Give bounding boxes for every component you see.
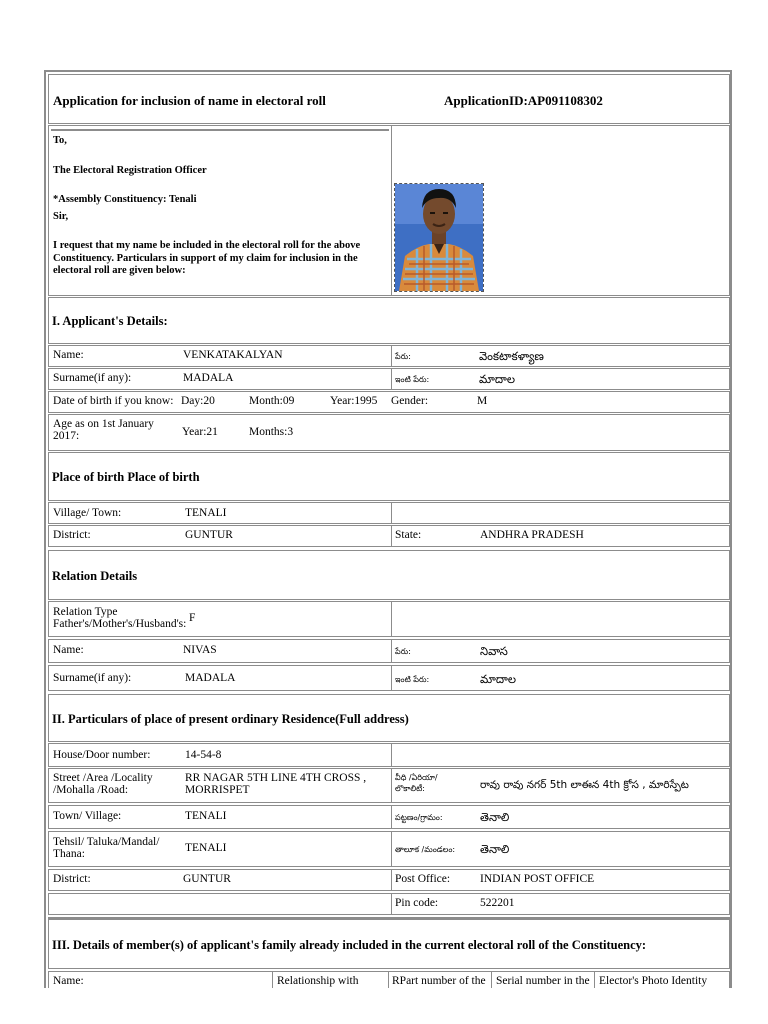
family-section-title: III. Details of member(s) of applicant's family already included in the current electoral roll of the Constituency:: [52, 938, 647, 952]
applicant-surname-value-te: మాదాల: [479, 372, 515, 386]
tehsil-value-te: తెనాలి: [480, 842, 510, 856]
relation-name-label-te: పేరు:: [395, 647, 411, 656]
street-value-te: రావు రావు నగర్ 5th లాఈన 4th క్రోస , మారిస్పేట: [480, 779, 689, 791]
intro-section: [48, 125, 730, 296]
form-header: [48, 74, 730, 124]
relation-name-value-te: నివాస: [480, 644, 508, 658]
town-label-te: పట్టణం/గ్రామం:: [395, 813, 443, 822]
dob-month: Month:09: [249, 395, 295, 407]
street-value: RR NAGAR 5TH LINE 4TH CROSS , MORRISPET: [185, 772, 367, 796]
age-year: Year:21: [182, 426, 218, 438]
pin-value: 522201: [480, 897, 515, 909]
family-col-part: RPart number of the: [392, 975, 486, 987]
applicant-name-label: Name:: [53, 349, 84, 361]
age-months: Months:3: [249, 426, 294, 438]
post-office-value: INDIAN POST OFFICE: [480, 873, 595, 885]
intro-officer: The Electoral Registration Officer: [53, 164, 207, 176]
town-label: Town/ Village:: [53, 810, 122, 822]
birth-district-label: District:: [53, 529, 91, 541]
residence-district-row: [48, 869, 730, 891]
birth-section-header: [48, 452, 730, 501]
gender-value: M: [477, 395, 488, 407]
intro-to: To,: [53, 135, 67, 146]
house-label: House/Door number:: [53, 749, 151, 761]
application-id: ApplicationID:AP091108302: [444, 93, 603, 108]
birth-state-label: State:: [395, 529, 422, 541]
residence-section-header: [48, 694, 730, 742]
family-col-relationship: Relationship with: [277, 975, 359, 987]
street-label: Street /Area /Locality /Mohalla /Road:: [53, 772, 153, 796]
birth-district-row: [48, 525, 730, 547]
applicant-age-row: [48, 414, 730, 451]
family-table-header: [48, 971, 730, 988]
family-col-serial: Serial number in the: [496, 975, 590, 987]
applicant-name-value-te: వెంకటాకళ్యాణ: [479, 349, 544, 363]
residence-street-row: [48, 768, 730, 803]
relation-surname-value: MADALA: [185, 672, 236, 684]
residence-tehsil-row: [48, 831, 730, 867]
town-value: TENALI: [185, 810, 227, 822]
age-label: Age as on 1st January 2017:: [53, 418, 154, 442]
applicant-name-value: VENKATAKALYAN: [183, 349, 283, 361]
family-col-epic: Elector's Photo Identity: [599, 975, 708, 987]
applicant-surname-label: Surname(if any):: [53, 372, 132, 384]
relation-type-value: F: [189, 612, 196, 624]
residence-town-row: [48, 805, 730, 829]
family-section-header: [48, 917, 730, 969]
pin-label: Pin code:: [395, 897, 439, 909]
relation-section-title: Relation Details: [52, 569, 138, 583]
relation-surname-label: Surname(if any):: [53, 672, 132, 684]
relation-name-label: Name:: [53, 644, 84, 656]
intro-constituency: *Assembly Constituency: Tenali: [53, 194, 197, 205]
dob-label: Date of birth if you know:: [53, 395, 174, 407]
dob-year: Year:1995: [330, 395, 378, 407]
birth-state-value: ANDHRA PRADESH: [480, 529, 584, 541]
relation-name-value: NIVAS: [183, 644, 217, 656]
form-title: Application for inclusion of name in electoral roll: [53, 93, 326, 108]
birth-section-title: Place of birth Place of birth: [52, 470, 200, 484]
applicant-dob-row: [48, 391, 730, 413]
intro-request: I request that my name be included in the electoral roll for the above Constituency. Particulars in support of my claim for inclusion in the electoral roll are given below:: [53, 240, 361, 276]
tehsil-label: Tehsil/ Taluka/Mandal/ Thana:: [53, 836, 160, 860]
application-form: [44, 70, 732, 988]
relation-name-row: [48, 639, 730, 663]
house-value: 14-54-8: [185, 749, 222, 761]
family-col-name: Name:: [53, 975, 84, 987]
applicant-section-header: [48, 297, 730, 344]
residence-district-label: District:: [53, 873, 91, 885]
relation-type-label: Relation Type Father's/Mother's/Husband's:: [53, 606, 187, 630]
residence-section-title: II. Particulars of place of present ordinary Residence(Full address): [52, 712, 409, 726]
dob-day: Day:20: [181, 395, 215, 407]
birth-village-label: Village/ Town:: [53, 507, 122, 519]
street-label-te: వీధి /ఏరియా/ లొకాలిటీ:: [395, 773, 438, 793]
residence-house-row: [48, 743, 730, 767]
applicant-surname-value: MADALA: [183, 372, 234, 384]
applicant-name-label-te: పేరు:: [395, 352, 411, 361]
tehsil-label-te: తాలూక /మండలం:: [395, 845, 456, 854]
post-office-label: Post Office:: [395, 873, 451, 885]
relation-surname-value-te: మాదాల: [480, 672, 516, 686]
applicant-surname-label-te: ఇంటి పేరు:: [395, 375, 430, 384]
relation-section-header: [48, 550, 730, 600]
applicant-name-row: [48, 345, 730, 367]
town-value-te: తెనాలి: [480, 810, 510, 824]
applicant-photo: [394, 183, 484, 292]
relation-surname-row: [48, 665, 730, 691]
relation-surname-label-te: ఇంటి పేరు:: [395, 675, 430, 684]
birth-village-row: [48, 502, 730, 524]
applicant-surname-row: [48, 368, 730, 390]
applicant-section-title: I. Applicant's Details:: [52, 314, 168, 328]
relation-type-row: [48, 601, 730, 637]
birth-district-value: GUNTUR: [185, 529, 233, 541]
tehsil-value: TENALI: [185, 842, 227, 854]
birth-village-value: TENALI: [185, 507, 227, 519]
gender-label: Gender:: [391, 395, 429, 407]
residence-pin-row: [48, 893, 730, 915]
residence-district-value: GUNTUR: [183, 873, 231, 885]
intro-sir: Sir,: [53, 210, 69, 222]
